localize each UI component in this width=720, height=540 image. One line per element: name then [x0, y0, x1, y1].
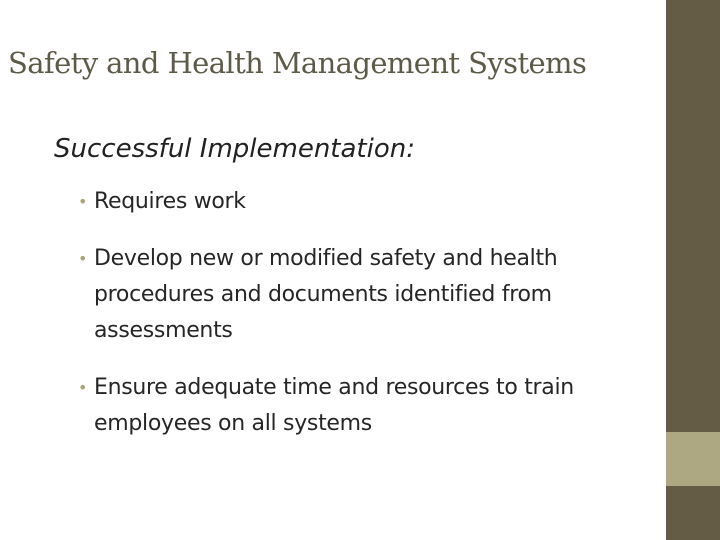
- sidebar-bar-bottom: [666, 486, 720, 540]
- list-item: [78, 184, 658, 220]
- sidebar-bar-top: [666, 0, 720, 432]
- bullet-icon: •: [78, 378, 88, 397]
- bullet-icon: •: [78, 192, 88, 211]
- list-item: [78, 241, 658, 349]
- list-item: [78, 370, 658, 442]
- bullet-text: Develop new or modified safety and health procedures and documents identified from assessments: [94, 246, 558, 343]
- bullet-icon: •: [78, 249, 88, 268]
- bullet-text: Requires work: [94, 189, 246, 214]
- subheading: Successful Implementation:: [54, 134, 415, 164]
- slide-title: Safety and Health Management Systems: [8, 46, 587, 80]
- sidebar-bar-accent: [666, 432, 720, 486]
- bullet-list: [78, 184, 658, 442]
- bullet-text: Ensure adequate time and resources to train employees on all systems: [94, 375, 574, 436]
